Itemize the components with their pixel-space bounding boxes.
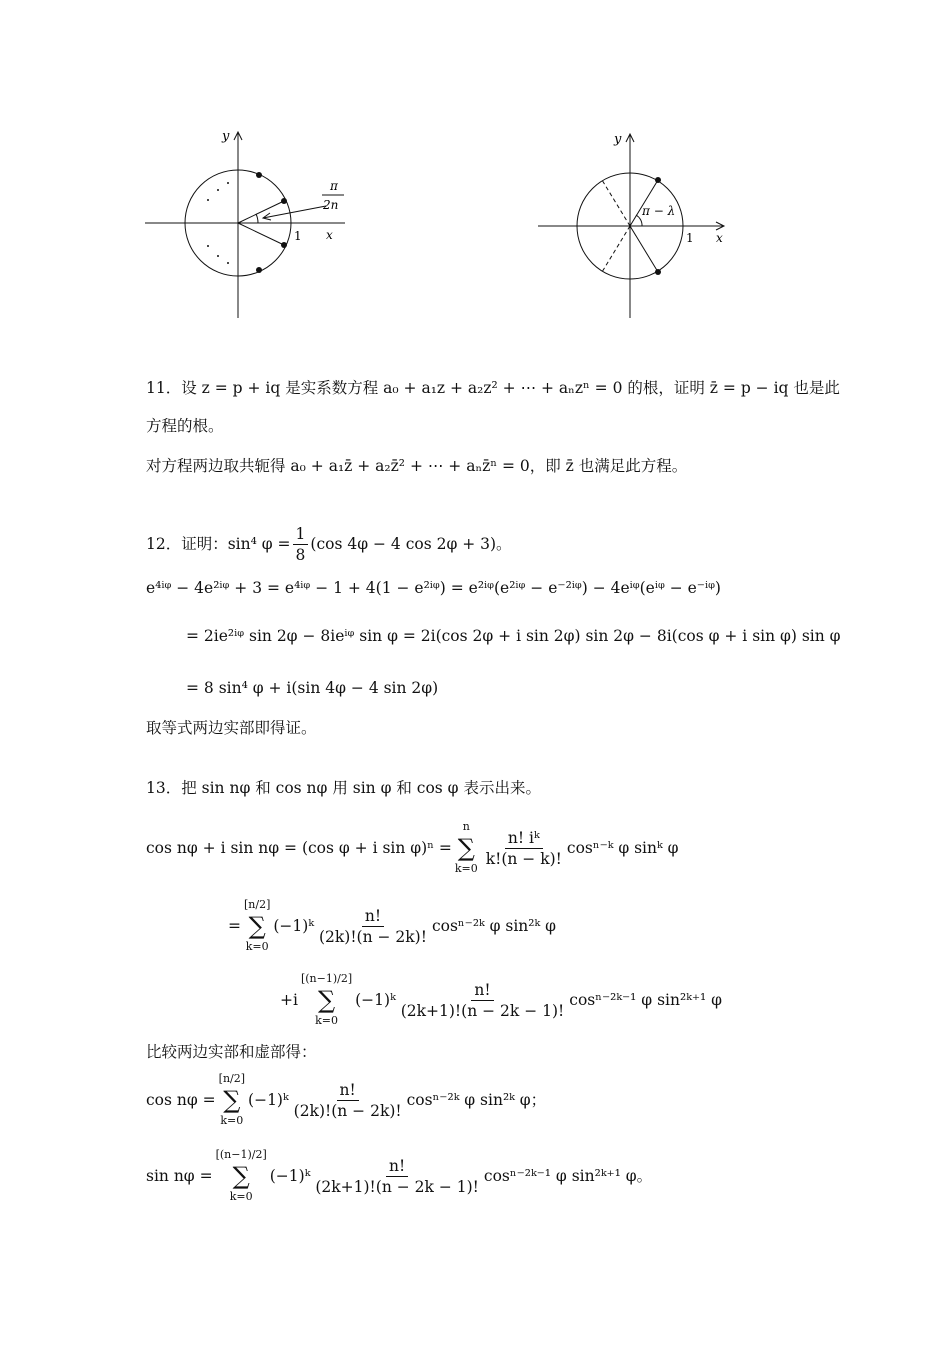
denominator: (2k+1)!(n − 2k − 1)! — [400, 1001, 565, 1020]
sigma-icon: ∑ — [457, 834, 475, 862]
root-point — [256, 172, 262, 178]
radius-upper — [630, 180, 658, 226]
summation — [219, 1069, 245, 1131]
result-sin — [146, 1146, 652, 1206]
expansion-line-1 — [146, 820, 678, 876]
result-lhs: sin nφ = — [146, 1167, 213, 1185]
expansion-line-3 — [280, 970, 722, 1030]
term-tail: cosⁿ⁻²ᵏ⁻¹ φ sin²ᵏ⁺¹ φ。 — [483, 1167, 653, 1185]
fraction — [293, 524, 309, 565]
sign-factor: (−1)ᵏ — [269, 1167, 311, 1185]
sum-upper: [(n−1)/2] — [300, 972, 353, 985]
fraction — [291, 1080, 405, 1121]
denominator: (2k)!(n − 2k)! — [318, 927, 427, 946]
sum-lower: k=0 — [454, 862, 478, 875]
problem-11-answer: 对方程两边取共轭得 a₀ + a₁z̄ + a₂z̄² + ⋯ + aₙz̄ⁿ = 0，即 z̄ 也满足此方程。 — [146, 457, 688, 475]
equals-sign: = — [228, 917, 241, 935]
radius-lower — [238, 223, 284, 245]
problem-13-statement: 13．把 sin nφ 和 cos nφ 用 sin φ 和 cos φ 表示出来。 — [146, 779, 541, 797]
summation — [244, 895, 270, 957]
sum-upper: n — [462, 820, 470, 833]
fraction — [316, 906, 430, 947]
summation — [455, 817, 478, 879]
unit-label: 1 — [686, 231, 694, 245]
sum-upper: [(n−1)/2] — [215, 1148, 267, 1161]
sum-lower: k=0 — [245, 940, 269, 953]
root-point — [281, 242, 287, 248]
denominator: k!(n − k)! — [485, 849, 562, 868]
proof-conclusion: 取等式两边实部即得证。 — [146, 719, 317, 737]
ellipsis-dot — [217, 189, 219, 191]
dashed-radius — [602, 226, 630, 272]
ellipsis-dot — [217, 255, 219, 257]
numerator: n! iᵏ — [505, 828, 543, 849]
sigma-icon: ∑ — [232, 1162, 250, 1190]
root-point — [256, 267, 262, 273]
denominator: 8 — [295, 545, 306, 564]
ellipsis-dot — [207, 199, 209, 201]
summation — [301, 969, 352, 1031]
term-tail: cosⁿ⁻ᵏ φ sinᵏ φ — [566, 839, 679, 857]
result-cos — [146, 1072, 546, 1128]
sign-factor: (−1)ᵏ — [273, 917, 314, 935]
fraction — [312, 1156, 482, 1197]
statement-suffix: (cos 4φ − 4 cos 2φ + 3)。 — [310, 535, 512, 553]
x-axis-label: x — [326, 228, 333, 242]
sigma-icon: ∑ — [248, 912, 266, 940]
term-tail: cosⁿ⁻²ᵏ⁻¹ φ sin²ᵏ⁺¹ φ — [569, 991, 723, 1009]
unit-circle-lambda-figure — [528, 118, 758, 328]
unit-circle-roots-figure — [130, 118, 360, 328]
y-axis-label: y — [614, 132, 622, 147]
proof-line-1: e⁴ⁱᵠ − 4e²ⁱᵠ + 3 = e⁴ⁱᵠ − 1 + 4(1 − e²ⁱᵠ) = e²ⁱᵠ(e²ⁱᵠ − e⁻²ⁱᵠ) − 4eⁱᵠ(eⁱᵠ − e⁻ⁱᵠ) — [146, 579, 721, 597]
problem-11-statement-cont: 方程的根。 — [146, 417, 224, 435]
sum-lower: k=0 — [220, 1114, 244, 1127]
ellipsis-dot — [227, 182, 229, 184]
sigma-icon: ∑ — [223, 1086, 241, 1114]
term-tail: cosⁿ⁻²ᵏ φ sin²ᵏ φ； — [406, 1091, 547, 1109]
fraction — [398, 980, 568, 1021]
numerator: 1 — [293, 524, 309, 545]
angle-denominator: 2n — [323, 198, 339, 212]
problem-11-statement: 11．设 z = p + iq 是实系数方程 a₀ + a₁z + a₂z² + ⋯ + aₙzⁿ = 0 的根，证明 z̄ = p − iq 也是此 — [146, 379, 840, 397]
radius-lower — [630, 226, 658, 272]
problem-12-statement — [146, 522, 512, 566]
radius-upper — [238, 201, 284, 223]
sign-factor: (−1)ᵏ — [248, 1091, 289, 1109]
sign-factor: (−1)ᵏ — [355, 991, 396, 1009]
sum-upper: [n/2] — [218, 1072, 246, 1085]
unit-label: 1 — [294, 229, 302, 243]
dashed-radius — [602, 180, 630, 226]
root-point — [281, 198, 287, 204]
sum-lower: k=0 — [229, 1190, 253, 1203]
denominator: (2k+1)!(n − 2k − 1)! — [315, 1177, 479, 1196]
ellipsis-dot — [227, 262, 229, 264]
sum-upper: [n/2] — [244, 898, 271, 911]
numerator: n! — [362, 906, 384, 927]
compare-text: 比较两边实部和虚部得： — [146, 1043, 317, 1061]
numerator: n! — [386, 1156, 408, 1177]
proof-line-2: = 2ie²ⁱᵠ sin 2φ − 8ieⁱᵠ sin φ = 2i(cos 2φ + i sin 2φ) sin 2φ − 8i(cos φ + i sin φ) sin φ — [186, 627, 841, 645]
expansion-lhs: cos nφ + i sin nφ = (cos φ + i sin φ)ⁿ = — [146, 839, 452, 857]
statement-prefix: 12．证明：sin⁴ φ = — [146, 535, 291, 553]
angle-label: π − λ — [642, 204, 676, 218]
x-axis-label: x — [716, 231, 723, 245]
denominator: (2k)!(n − 2k)! — [293, 1101, 402, 1120]
angle-pointer — [263, 206, 326, 218]
root-point — [655, 177, 661, 183]
ellipsis-dot — [207, 245, 209, 247]
expansion-line-2 — [228, 898, 556, 954]
imag-prefix: +i — [280, 991, 298, 1009]
angle-arc — [256, 214, 258, 223]
term-tail: cosⁿ⁻²ᵏ φ sin²ᵏ φ — [431, 917, 556, 935]
summation — [216, 1145, 267, 1207]
result-lhs: cos nφ = — [146, 1091, 216, 1109]
sum-lower: k=0 — [315, 1014, 338, 1027]
root-point — [655, 269, 661, 275]
numerator: n! — [337, 1080, 359, 1101]
proof-line-3: = 8 sin⁴ φ + i(sin 4φ − 4 sin 2φ) — [186, 679, 439, 697]
angle-numerator: π — [330, 179, 338, 193]
sigma-icon: ∑ — [317, 986, 336, 1014]
fraction — [483, 828, 565, 869]
numerator: n! — [471, 980, 493, 1001]
y-axis-label: y — [222, 129, 230, 144]
